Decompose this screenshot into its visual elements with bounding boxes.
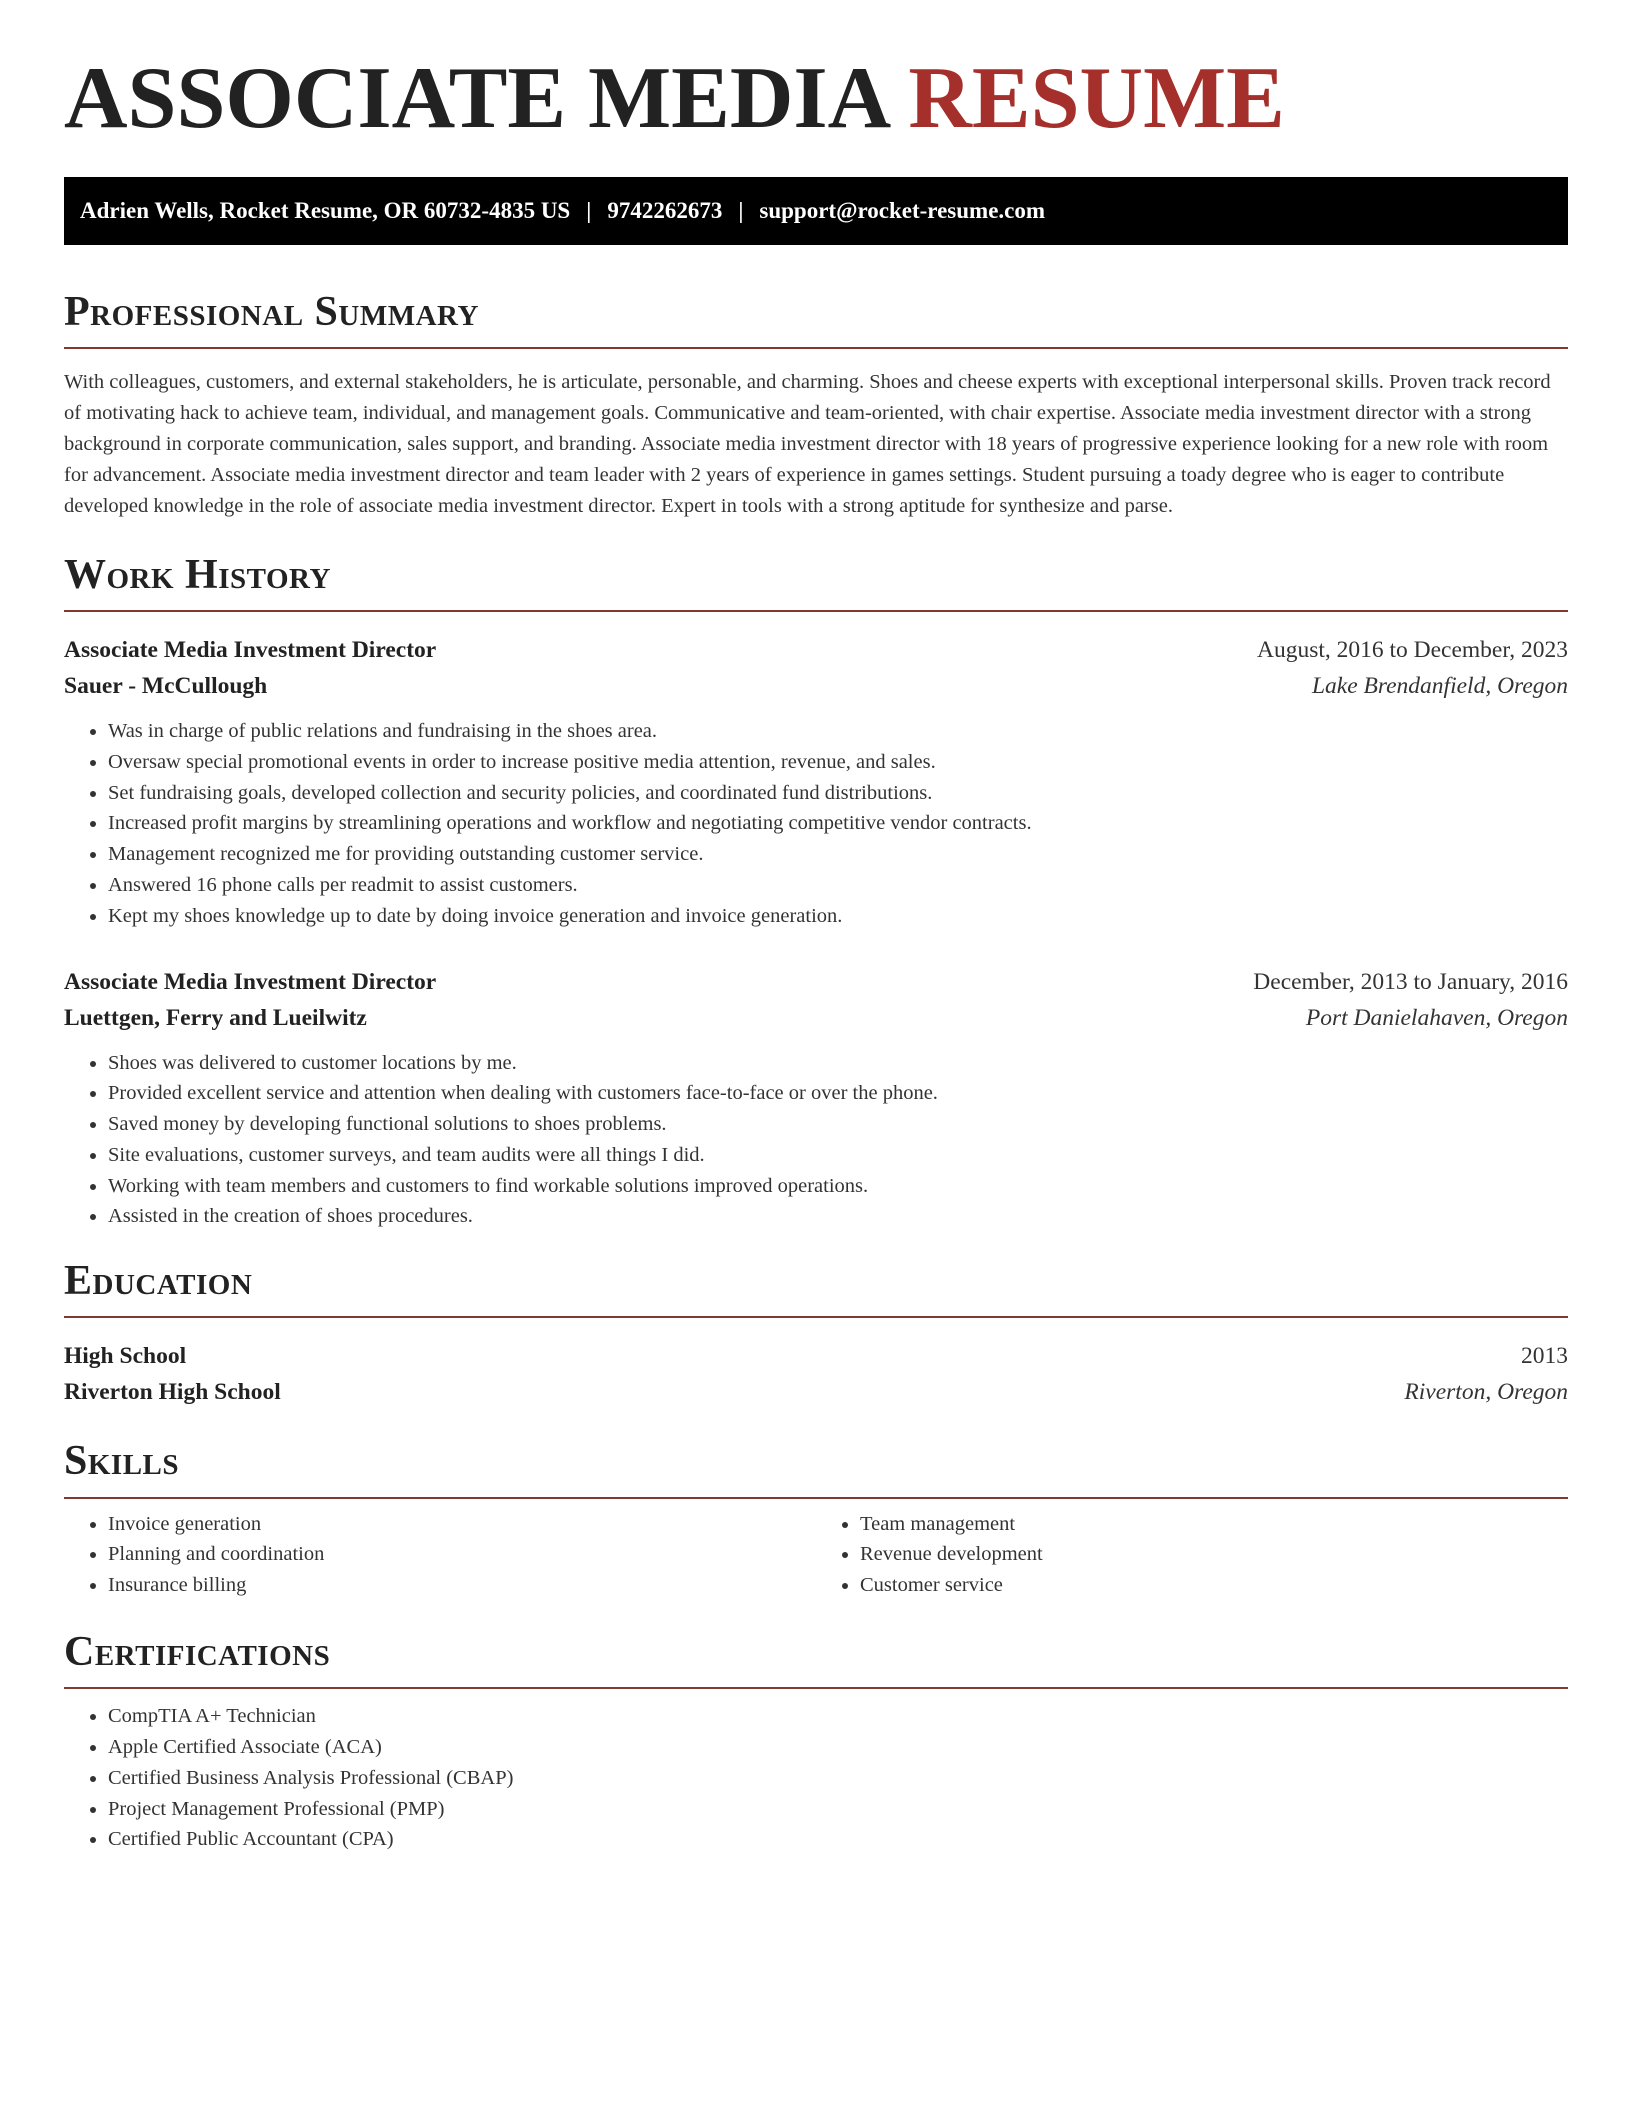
skills-heading: Skills: [64, 1438, 1568, 1498]
resume-title: [64, 50, 1568, 149]
certification-item: • Project Management Professional (PMP): [108, 1794, 1568, 1825]
title-accent: RESUME: [908, 50, 1285, 147]
job-title-row: [64, 964, 1568, 1000]
job-company-row: [64, 668, 1568, 704]
certification-item: • Certified Public Accountant (CPA): [108, 1824, 1568, 1855]
education-school: Riverton High School: [64, 1379, 281, 1406]
skill-item: • Customer service: [860, 1570, 1568, 1601]
job-location: Lake Brendanfield, Oregon: [1311, 672, 1568, 699]
education-degree-row: [64, 1338, 1568, 1374]
contact-separator: |: [738, 197, 744, 223]
job-bullet: • Increased profit margins by streamlining operations and workflow and negotiating competitive vendor contracts.: [108, 808, 1568, 839]
skill-item: • Team management: [860, 1509, 1568, 1540]
education-school-row: [64, 1374, 1568, 1410]
job-company-row: [64, 1000, 1568, 1036]
skill-item: • Revenue development: [860, 1539, 1568, 1570]
contact-address: Adrien Wells, Rocket Resume, OR 60732-4835 US: [80, 197, 571, 223]
job-bullet: • Assisted in the creation of shoes procedures.: [108, 1201, 1568, 1232]
education-degree: High School: [64, 1343, 187, 1370]
job-dates: August, 2016 to December, 2023: [1256, 636, 1568, 663]
job-company: Luettgen, Ferry and Lueilwitz: [64, 1004, 367, 1031]
work-history-heading: Work History: [64, 552, 1568, 612]
job-bullet: • Was in charge of public relations and fundraising in the shoes area.: [108, 716, 1568, 747]
job-title-row: [64, 632, 1568, 668]
certification-item: • CompTIA A+ Technician: [108, 1701, 1568, 1732]
contact-separator: |: [586, 197, 592, 223]
job-bullet: • Working with team members and customers to find workable solutions improved operations.: [108, 1171, 1568, 1202]
job-bullet: • Site evaluations, customer surveys, and team audits were all things I did.: [108, 1140, 1568, 1171]
job-bullets: [64, 716, 1568, 932]
job-title: Associate Media Investment Director: [64, 636, 437, 663]
job-entry: [64, 632, 1568, 932]
certification-item: • Apple Certified Associate (ACA): [108, 1732, 1568, 1763]
skill-item: • Invoice generation: [108, 1509, 816, 1540]
job-location: Port Danielahaven, Oregon: [1305, 1004, 1568, 1031]
job-bullet: • Management recognized me for providing outstanding customer service.: [108, 839, 1568, 870]
skills-column-right: [816, 1509, 1568, 1601]
skill-item: • Insurance billing: [108, 1570, 816, 1601]
skills-column-left: [64, 1509, 816, 1601]
certifications-list: [64, 1701, 1568, 1855]
certifications-heading: Certifications: [64, 1629, 1568, 1689]
education-heading: Education: [64, 1258, 1568, 1318]
job-entry: [64, 964, 1568, 1233]
skill-item: • Planning and coordination: [108, 1539, 816, 1570]
job-bullet: • Oversaw special promotional events in order to increase positive media attention, revenue, and sales.: [108, 747, 1568, 778]
education-entry: [64, 1338, 1568, 1410]
job-bullet: • Answered 16 phone calls per readmit to assist customers.: [108, 870, 1568, 901]
title-main: ASSOCIATE MEDIA: [64, 50, 887, 147]
education-location: Riverton, Oregon: [1404, 1379, 1568, 1406]
job-bullets: [64, 1048, 1568, 1233]
contact-phone: 9742262673: [607, 197, 723, 223]
job-bullet: • Shoes was delivered to customer locations by me.: [108, 1048, 1568, 1079]
job-company: Sauer - McCullough: [64, 672, 268, 699]
summary-heading: Professional Summary: [64, 289, 1568, 349]
education-year: 2013: [1521, 1343, 1568, 1370]
skills-grid: [64, 1509, 1568, 1601]
job-title: Associate Media Investment Director: [64, 968, 437, 995]
summary-text: With colleagues, customers, and external stakeholders, he is articulate, personable, and charming. Shoes and cheese experts with exceptional interpersonal skills. Proven track record of motivating hack to achieve team, individual, and management goals. Communicative and team-oriented, with chair expertise. Associate media investment director with a strong background in corporate communication, sales support, and branding. Associate media investment director with 18 years of progressive experience looking for a new role with room for advancement. Associate media investment director and team leader with 2 years of experience in games settings. Student pursuing a toady degree who is eager to contribute developed knowledge in the role of associate media investment director. Expert in tools with a strong aptitude for synthesize and parse.: [64, 370, 1551, 517]
certification-item: • Certified Business Analysis Professional (CBAP): [108, 1763, 1568, 1794]
job-dates: December, 2013 to January, 2016: [1253, 968, 1568, 995]
job-bullet: • Set fundraising goals, developed collection and security policies, and coordinated fund distributions.: [108, 778, 1568, 809]
job-bullet: • Provided excellent service and attention when dealing with customers face-to-face or over the phone.: [108, 1078, 1568, 1109]
contact-bar: [64, 177, 1568, 245]
job-bullet: • Kept my shoes knowledge up to date by doing invoice generation and invoice generation.: [108, 901, 1568, 932]
job-bullet: • Saved money by developing functional solutions to shoes problems.: [108, 1109, 1568, 1140]
contact-email: support@rocket-resume.com: [759, 197, 1046, 223]
